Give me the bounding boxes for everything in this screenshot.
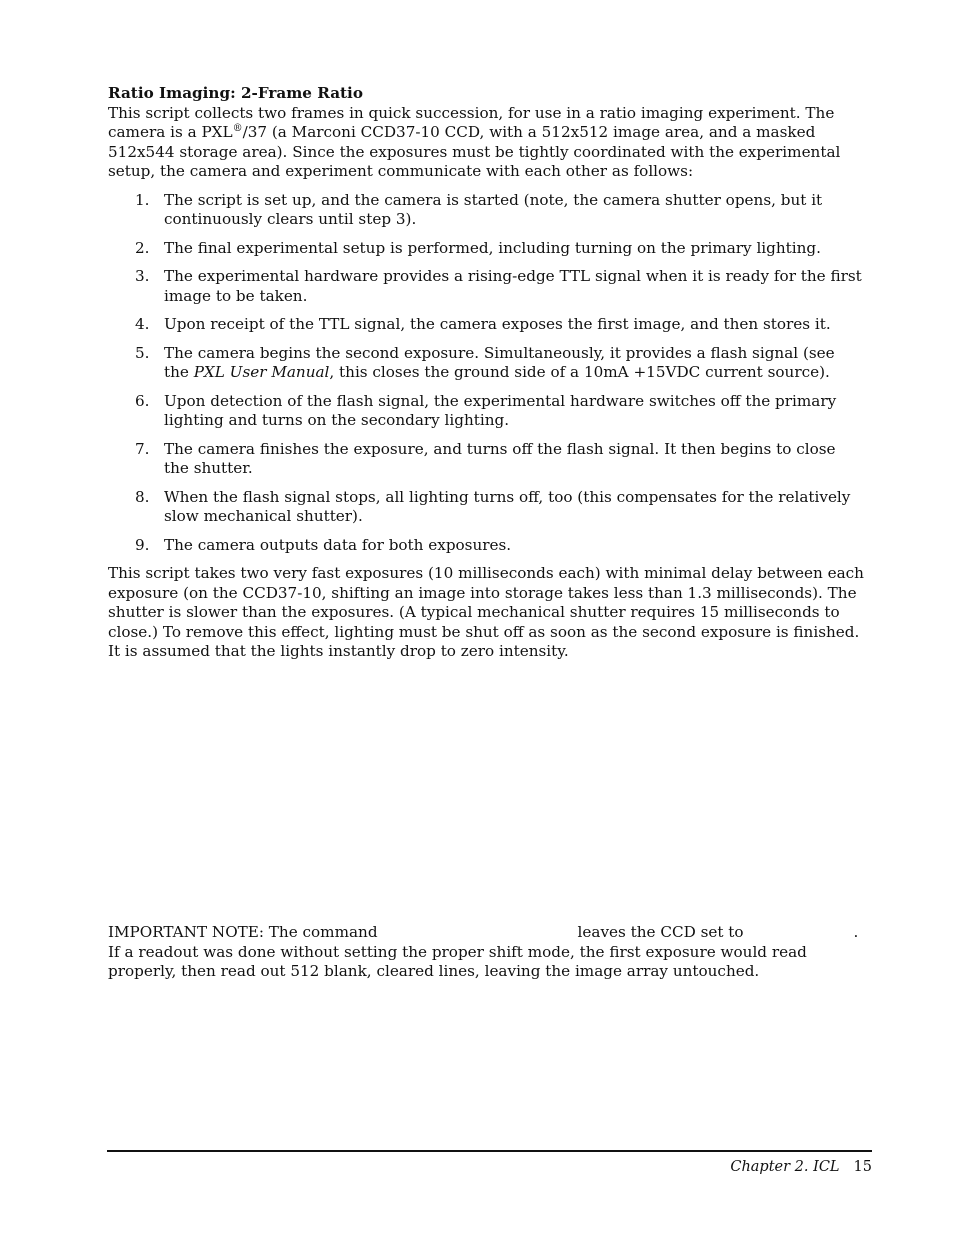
step-text: The camera outputs data for both exposures. bbox=[164, 535, 512, 554]
list-item bbox=[108, 536, 864, 556]
step-number: 6. bbox=[135, 391, 150, 410]
intro-text-2: /37 (a Marconi CCD37-10 CCD, with a 512x512 image area, and a masked 512x544 storage area). Since the exposures must be tightly coordinated with the experimental setup, the camera and experiment communicate with each other as follows: bbox=[108, 123, 841, 180]
step-number: 1. bbox=[135, 190, 150, 209]
page-footer bbox=[600, 1158, 872, 1178]
list-item bbox=[108, 344, 864, 383]
list-item bbox=[108, 392, 864, 431]
step-text-before: The camera begins the second exposure. Simultaneously, it provides a flash signal (see the bbox=[164, 343, 835, 381]
important-note bbox=[108, 923, 868, 982]
document-body bbox=[108, 84, 864, 662]
list-item bbox=[108, 239, 864, 259]
step-text: When the flash signal stops, all lighting turns off, too (this compensates for the relatively slow mechanical shutter). bbox=[164, 487, 851, 525]
step-text: Upon receipt of the TTL signal, the camera exposes the first image, and then stores it. bbox=[164, 315, 831, 333]
footer-divider bbox=[107, 1150, 872, 1152]
important-text-2: leaves the CCD set to bbox=[577, 923, 744, 941]
step-text-after: , this closes the ground side of a 10mA +15VDC current source). bbox=[329, 363, 830, 381]
step-text: Upon detection of the flash signal, the experimental hardware switches off the primary lighting and turns on the secondary lighting. bbox=[164, 391, 837, 429]
step-number: 2. bbox=[135, 238, 150, 257]
list-item bbox=[108, 440, 864, 479]
step-number: 3. bbox=[135, 267, 150, 285]
list-item bbox=[108, 267, 864, 306]
intro-text-1: This script collects two frames in quick succession, for use in a ratio imaging experiment. The camera is a PXL bbox=[108, 103, 835, 141]
step-text bbox=[164, 344, 835, 382]
step-number: 8. bbox=[135, 487, 150, 506]
registered-mark: ® bbox=[232, 122, 243, 134]
section-heading: Ratio Imaging: 2-Frame Ratio bbox=[108, 84, 363, 102]
step-text: The script is set up, and the camera is started (note, the camera shutter opens, but it continuously clears until step 3). bbox=[164, 190, 823, 228]
list-item bbox=[108, 488, 864, 527]
step-text: The camera finishes the exposure, and turns off the flash signal. It then begins to close the shutter. bbox=[164, 439, 836, 477]
steps-list bbox=[108, 191, 864, 556]
chapter-label: Chapter 2. ICL bbox=[730, 1159, 840, 1175]
manual-title: PXL User Manual bbox=[193, 363, 330, 381]
step-number: 5. bbox=[135, 343, 150, 362]
step-text: The final experimental setup is performed, including turning on the primary lighting. bbox=[164, 238, 821, 257]
summary-paragraph: This script takes two very fast exposures (10 milliseconds each) with minimal delay between each exposure (on the CCD37-10, shifting an image into storage takes less than 1.3 milliseconds). The shutter is slower than the exposures. (A typical mechanical shutter requires 15 milliseconds to close.) To remove this effect, lighting must be shut off as soon as the second exposure is finished. It is assumed that the lights instantly drop to zero intensity. bbox=[108, 564, 864, 660]
important-text-1: IMPORTANT NOTE: The command bbox=[108, 923, 378, 941]
step-number: 7. bbox=[135, 439, 150, 458]
list-item bbox=[108, 315, 864, 335]
page-number: 15 bbox=[853, 1159, 872, 1175]
list-item bbox=[108, 191, 864, 230]
step-number: 9. bbox=[135, 535, 150, 554]
step-text: The experimental hardware provides a rising-edge TTL signal when it is ready for the first image to be taken. bbox=[164, 267, 862, 305]
step-number: 4. bbox=[135, 315, 150, 333]
intro-paragraph bbox=[108, 104, 864, 182]
important-text-3: . If a readout was done without setting the proper shift mode, the first exposure would read properly, then read out 512 blank, cleared lines, leaving the image array untouched. bbox=[108, 923, 859, 980]
